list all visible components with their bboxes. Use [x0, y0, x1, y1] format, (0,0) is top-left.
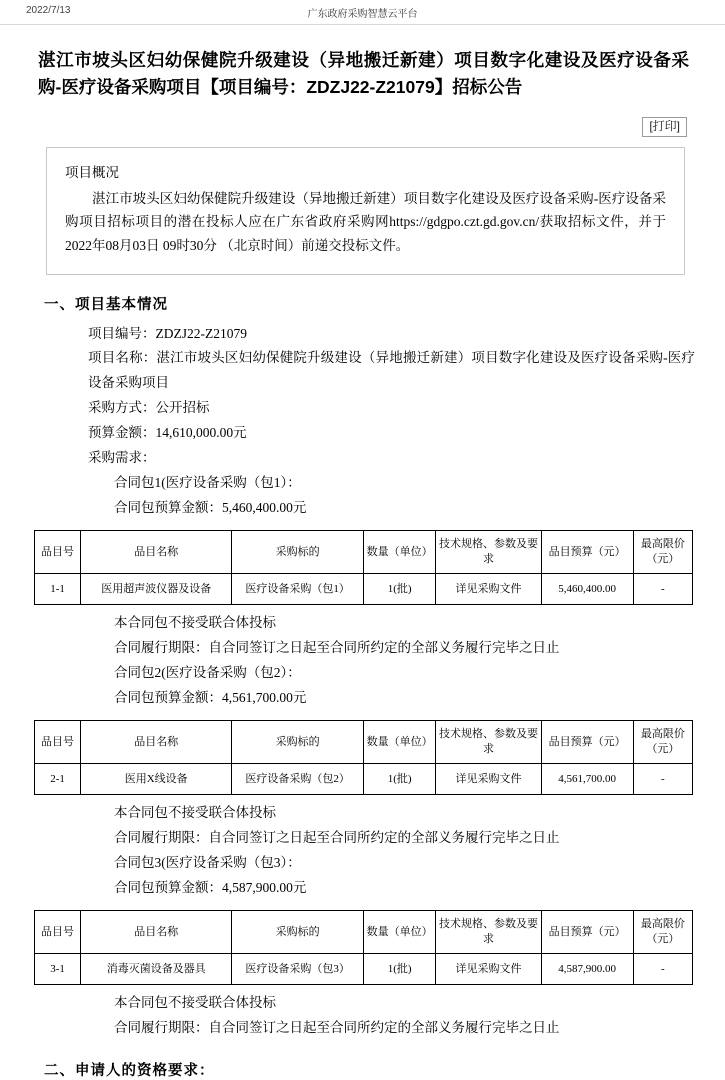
table-header-row — [35, 531, 693, 574]
document-content — [0, 47, 725, 1080]
package-1-table — [34, 530, 693, 605]
field-procurement-demand: 采购需求： — [88, 450, 156, 466]
th-target: 采购标的 — [232, 911, 364, 954]
th-item-no: 品目号 — [35, 911, 81, 954]
package-3-table-wrap — [34, 910, 693, 985]
print-row — [30, 117, 687, 136]
field-procurement-method: 采购方式：公开招标 — [88, 400, 210, 416]
th-target: 采购标的 — [232, 531, 364, 574]
package-3-table — [34, 910, 693, 985]
package-3-name: 合同包3(医疗设备采购（包3）： — [114, 855, 301, 871]
th-budget: 品目预算（元） — [541, 911, 633, 954]
package-1-table-wrap — [34, 530, 693, 605]
package-2-table-wrap — [34, 720, 693, 795]
page-title: 湛江市坡头区妇幼保健院升级建设（异地搬迁新建）项目数字化建设及医疗设备采购-医疗设备采购项目【项目编号：ZDZJ22-Z21079】招标公告 — [38, 50, 689, 98]
cell-quantity: 1(批) — [363, 954, 435, 985]
cell-spec: 详见采购文件 — [436, 764, 541, 795]
project-overview-box — [46, 147, 685, 275]
th-max-price: 最高限价（元） — [633, 721, 692, 764]
package-1-note-1: 本合同包不接受联合体投标 — [114, 615, 276, 631]
table-row — [35, 574, 693, 605]
cell-spec: 详见采购文件 — [436, 954, 541, 985]
package-1-note-2: 合同履行期限：自合同签订之日起至合同所约定的全部义务履行完毕之日止 — [114, 640, 560, 656]
overview-text: 湛江市坡头区妇幼保健院升级建设（异地搬迁新建）项目数字化建设及医疗设备采购-医疗设备采购项目招标项目的潜在投标人应在广东省政府采购网https://gdgpo.czt.gd.gov.cn/获取招标文件，并于 2022年08月03日 09时30分 （北京时间）前递交投标文件。 — [65, 190, 666, 253]
print-button[interactable]: [打印] — [642, 117, 687, 136]
platform-name: 广东政府采购智慧云平台 — [307, 9, 418, 20]
table-header-row — [35, 721, 693, 764]
th-max-price: 最高限价（元） — [633, 531, 692, 574]
cell-item-name: 医用X线设备 — [81, 764, 232, 795]
th-quantity: 数量（单位） — [363, 721, 435, 764]
package-3-budget: 合同包预算金额：4,587,900.00元 — [114, 880, 307, 896]
th-item-name: 品目名称 — [81, 721, 232, 764]
package-3-note-2: 合同履行期限：自合同签订之日起至合同所约定的全部义务履行完毕之日止 — [114, 1019, 560, 1035]
cell-target: 医疗设备采购（包3） — [232, 954, 364, 985]
package-1-budget: 合同包预算金额：5,460,400.00元 — [114, 500, 307, 516]
package-1-name: 合同包1(医疗设备采购（包1）： — [114, 475, 301, 491]
package-2-name: 合同包2(医疗设备采购（包2）： — [114, 665, 301, 681]
cell-item-no: 2-1 — [35, 764, 81, 795]
cell-target: 医疗设备采购（包1） — [232, 574, 364, 605]
th-target: 采购标的 — [232, 721, 364, 764]
cell-budget: 4,587,900.00 — [541, 954, 633, 985]
cell-max-price: - — [633, 764, 692, 795]
print-date: 2022/7/13 — [26, 5, 71, 16]
package-2-budget: 合同包预算金额：4,561,700.00元 — [114, 690, 307, 706]
th-item-no: 品目号 — [35, 531, 81, 574]
package-2-note-2: 合同履行期限：自合同签订之日起至合同所约定的全部义务履行完毕之日止 — [114, 830, 560, 846]
th-spec: 技术规格、参数及要求 — [436, 531, 541, 574]
th-item-name: 品目名称 — [81, 531, 232, 574]
package-2-note-1: 本合同包不接受联合体投标 — [114, 805, 276, 821]
cell-budget: 4,561,700.00 — [541, 764, 633, 795]
cell-spec: 详见采购文件 — [436, 574, 541, 605]
th-budget: 品目预算（元） — [541, 721, 633, 764]
cell-item-no: 3-1 — [35, 954, 81, 985]
th-max-price: 最高限价（元） — [633, 911, 692, 954]
cell-item-name: 医用超声波仪器及设备 — [81, 574, 232, 605]
package-3-note-1: 本合同包不接受联合体投标 — [114, 995, 276, 1011]
cell-item-name: 消毒灭菌设备及器具 — [81, 954, 232, 985]
cell-max-price: - — [633, 574, 692, 605]
th-item-no: 品目号 — [35, 721, 81, 764]
field-project-number: 项目编号：ZDZJ22-Z21079 — [88, 325, 247, 341]
cell-quantity: 1(批) — [363, 764, 435, 795]
cell-quantity: 1(批) — [363, 574, 435, 605]
th-quantity: 数量（单位） — [363, 531, 435, 574]
overview-heading: 项目概况 — [65, 164, 119, 180]
cell-budget: 5,460,400.00 — [541, 574, 633, 605]
field-budget-amount: 预算金额：14,610,000.00元 — [88, 425, 247, 441]
cell-target: 医疗设备采购（包2） — [232, 764, 364, 795]
th-budget: 品目预算（元） — [541, 531, 633, 574]
table-header-row — [35, 911, 693, 954]
field-project-name: 项目名称：湛江市坡头区妇幼保健院升级建设（异地搬迁新建）项目数字化建设及医疗设备采购-医疗设备采购项目 — [88, 350, 695, 391]
cell-max-price: - — [633, 954, 692, 985]
section-heading-1: 一、项目基本情况 — [44, 296, 168, 313]
th-spec: 技术规格、参数及要求 — [436, 911, 541, 954]
table-row — [35, 954, 693, 985]
th-spec: 技术规格、参数及要求 — [436, 721, 541, 764]
cell-item-no: 1-1 — [35, 574, 81, 605]
browser-print-header — [0, 0, 725, 25]
section-heading-2: 二、申请人的资格要求： — [44, 1062, 215, 1079]
table-row — [35, 764, 693, 795]
th-item-name: 品目名称 — [81, 911, 232, 954]
th-quantity: 数量（单位） — [363, 911, 435, 954]
package-2-table — [34, 720, 693, 795]
